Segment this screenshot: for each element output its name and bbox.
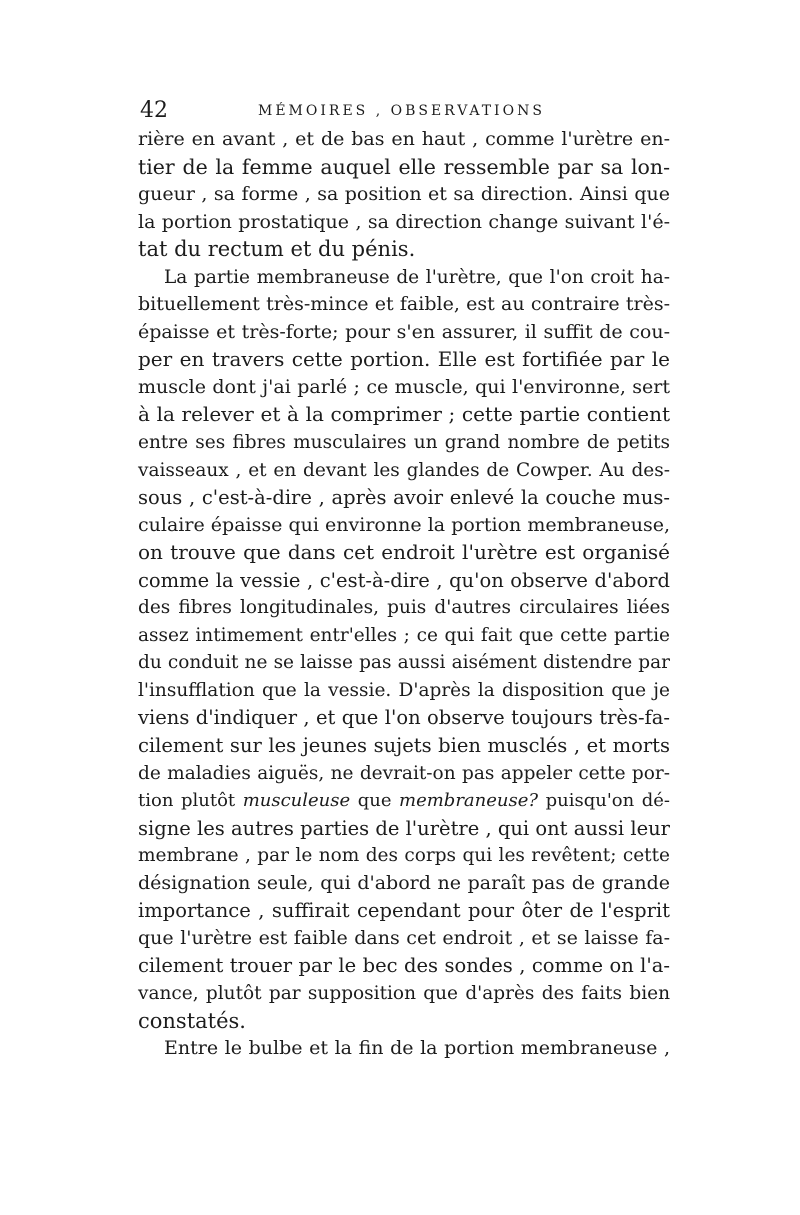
text-line: sous , c'est-à-dire , après avoir enlevé la couche mus- [138,486,670,510]
text-line: signe les autres parties de l'urètre , qui ont aussi leur [138,816,670,840]
text-line: à la relever et à la comprimer ; cette partie contient [138,402,670,427]
text-line: tier de la femme auquel elle ressemble par sa lon- [138,154,670,179]
text-line: bituellement très-mince et faible, est au contraire très- [138,293,670,316]
running-head: MÉMOIRES , OBSERVATIONS [258,103,545,119]
text-line: assez intimement entr'elles ; ce qui fait que cette partie [138,624,670,646]
text-line: importance , suffirait cependant pour ôter de l'esprit [138,899,670,923]
text-line: on trouve que dans cet endroit l'urètre est organisé [138,540,670,565]
text-line: désignation seule, qui d'abord ne paraît pas de grande [138,871,670,894]
text-line: viens d'indiquer , et que l'on observe toujours très-fa- [138,706,670,730]
text-line: entre ses fibres musculaires un grand nombre de petits [138,432,670,454]
text-line: per en travers cette portion. Elle est fortifiée par le [138,347,670,372]
italic-term: musculeuse [242,790,351,812]
text-line: la portion prostatique , sa direction change suivant l'é- [138,210,670,233]
text-line: La partie membraneuse de l'urètre, que l'on croit ha- [164,266,670,288]
text-line: Entre le bulbe et la fin de la portion membraneuse , [164,1037,670,1060]
text-line: vance, plutôt par supposition que d'après des faits bien [138,982,670,1004]
text-line: des fibres longitudinales, puis d'autres circulaires liées [138,597,670,619]
page-number: 42 [140,98,168,123]
text-segment: que [350,790,400,812]
text-line: l'insufflation que la vessie. D'après la disposition que je [138,679,670,701]
text-segment: puisqu'on dé- [538,790,670,812]
text-line: du conduit ne se laisse pas aussi aisément distendre par [138,652,670,674]
text-line: gueur , sa forme , sa position et sa direction. Ainsi que [138,183,670,206]
text-line: comme la vessie , c'est-à-dire , qu'on observe d'abord [138,568,670,592]
page-header [140,98,680,124]
text-line: membrane , par le nom des corps qui les revêtent; cette [138,845,670,867]
text-line: rière en avant , et de bas en haut , comme l'urètre en- [138,128,670,150]
text-line: que l'urètre est faible dans cet endroit , et se laisse fa- [138,926,670,949]
text-line: vaisseaux , et en devant les glandes de Cowper. Au des- [138,459,670,481]
text-line: cilement sur les jeunes sujets bien musclés , et morts [138,734,670,758]
text-line: culaire épaisse qui environne la portion membraneuse, [138,513,670,536]
text-segment: tion plutôt [138,790,243,812]
text-line-italic [138,787,670,815]
text-line: de maladies aiguës, ne devrait-on pas appeler cette por- [138,762,670,784]
text-line: muscle dont j'ai parlé ; ce muscle, qui l'environne, sert [138,375,670,398]
body-text [138,126,670,1063]
text-line: cilement trouer par le bec des sondes , comme on l'a- [138,954,670,978]
text-line: épaisse et très-forte; pour s'en assurer, il suffit de cou- [138,320,670,343]
italic-term: membraneuse? [399,790,539,812]
text-line: constatés. [138,1008,246,1033]
text-line: tat du rectum et du pénis. [138,237,416,262]
